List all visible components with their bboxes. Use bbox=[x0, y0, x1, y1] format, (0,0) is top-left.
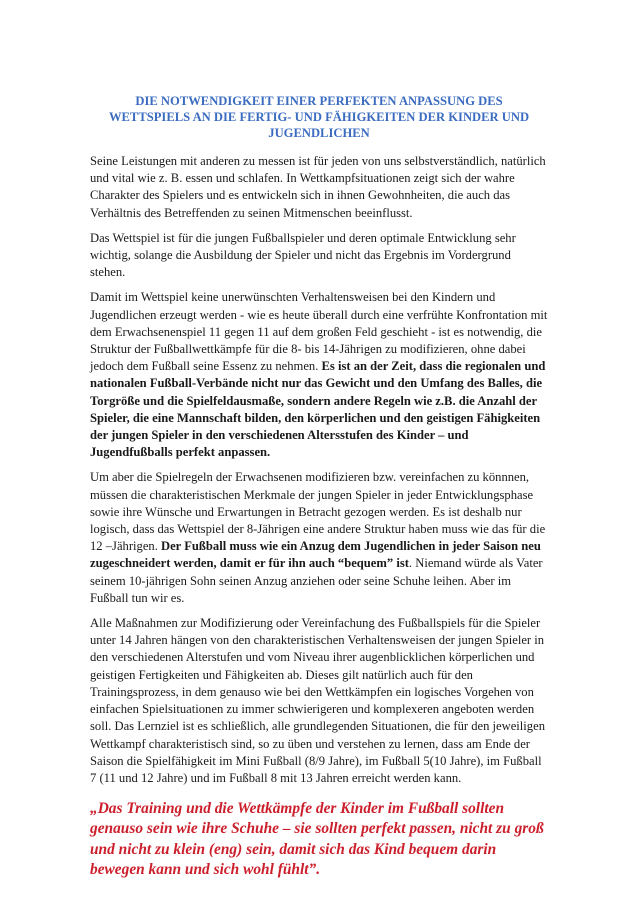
title-line-1: DIE NOTWENDIGKEIT EINER PERFEKTEN ANPASSUNG DES bbox=[135, 94, 503, 108]
paragraph-2: Das Wettspiel ist für die jungen Fußballspieler und deren optimale Entwicklung sehr wichtig, solange die Ausbildung der Spieler und nicht das Ergebnis im Vordergrund stehen. bbox=[90, 230, 516, 280]
paragraph-4-text-b: . Niemand würde als Vater seinem 10-jährigen Sohn seinen Anzug anziehen oder seine Schuhe leihen. Aber im Fußball tun wir es. bbox=[90, 556, 543, 605]
paragraph-4 bbox=[90, 469, 548, 607]
paragraph-5: Alle Maßnahmen zur Modifizierung oder Vereinfachung des Fußballspiels für die Spieler unter 14 Jahren hängen von den charakteristischen Verhaltensweisen der jungen Spieler in den verschiedenen Alterstufen und vom Niveau ihrer augenblicklichen körperlichen und geistigen Fertigkeiten und Fähigkeiten ab. Dieses gilt natürlich auch für den Trainingsprozess, in dem genauso wie bei den Wettkämpfen ein logisches Vorgehen von einfachen Spielsituationen zu immer schwierigeren und komplexeren angeboten werden soll. Das Lernziel ist es schließlich, alle grundlegenden Situationen, die für den jeweiligen Wettkampf charakteristisch sind, so zu üben und verstehen zu lernen, dass am Ende der Saison die Spielfähigkeit im Mini Fußball (8/9 Jahre), im Fußball 5(10 Jahre), im Fußball 7 (11 und 12 Jahre) und im Fußball 8 mit 13 Jahren erreicht werden kann. bbox=[90, 616, 545, 785]
title-line-3: JUGENDLICHEN bbox=[268, 126, 370, 140]
closing-quote: „Das Training und die Wettkämpfe der Kinder im Fußball sollten genauso sein wie ihre Schuhe – sie sollten perfekt passen, nicht zu groß und nicht zu klein (eng) sein, damit sich das Kind bequem darin bewegen kann und sich wohl fühlt”. bbox=[90, 800, 544, 878]
document-page bbox=[90, 93, 548, 888]
title-line-2: WETTSPIELS AN DIE FERTIG- UND FÄHIGKEITEN DER KINDER UND bbox=[108, 110, 530, 124]
document-title bbox=[90, 93, 548, 141]
paragraph-3-emphasis: Es ist an der Zeit, dass die regionalen und nationalen Fußball-Verbände nicht nur das Gewicht und den Umfang des Balles, die Torgröße und die Spielfeldausmaße, sondern andere Regeln wie z.B. die Anzahl der Spieler, die eine Mannschaft bilden, den körperlichen und den geistigen Fähigkeiten der jungen Spieler in den verschiedenen Altersstufen des Kinder – und Jugendfußballs perfekt anpassen. bbox=[90, 359, 546, 460]
paragraph-1: Seine Leistungen mit anderen zu messen ist für jeden von uns selbstverständlich, natürlich und vital wie z. B. essen und schlafen. In Wettkampfsituationen zeigt sich der wahre Charakter des Spielers und es entwickeln sich in ihnen Gewohnheiten, die auch das Verhältnis des Betreffenden zu seinen Mitmenschen beeinflusst. bbox=[90, 154, 546, 220]
paragraph-3 bbox=[90, 289, 548, 461]
paragraph-3-text: Damit im Wettspiel keine unerwünschten Verhaltensweisen bei den Kindern und Jugendlichen erzeugt werden - wie es heute überall durch eine verfrühte Konfrontation mit dem Erwachsenenspiel 11 gegen 11 auf dem großen Feld geschieht - ist es notwendig, die Struktur der Fußballwettkämpfe für die 8- bis 14-Jährigen zu modifizieren, ohne dabei jedoch dem Fußball seine Essenz zu nehmen. bbox=[90, 290, 548, 374]
paragraph-4-text-a: Um aber die Spielregeln der Erwachsenen modifizieren bzw. vereinfachen zu könnnen, müssen die charakteristischen Merkmale der jungen Spieler in jeder Entwicklungsphase sowie ihre Wünsche und Erwartungen in Betracht gezogen werden. Es ist deshalb nur logisch, dass das Wettspiel der 8-Jährigen eine andere Struktur haben muss wie das für die 12 –Jährigen. bbox=[90, 470, 546, 554]
paragraph-4-emphasis: Der Fußball muss wie ein Anzug dem Jugendlichen in jeder Saison neu zugeschneidert werden, damit er für ihn auch “bequem” ist bbox=[90, 539, 541, 571]
